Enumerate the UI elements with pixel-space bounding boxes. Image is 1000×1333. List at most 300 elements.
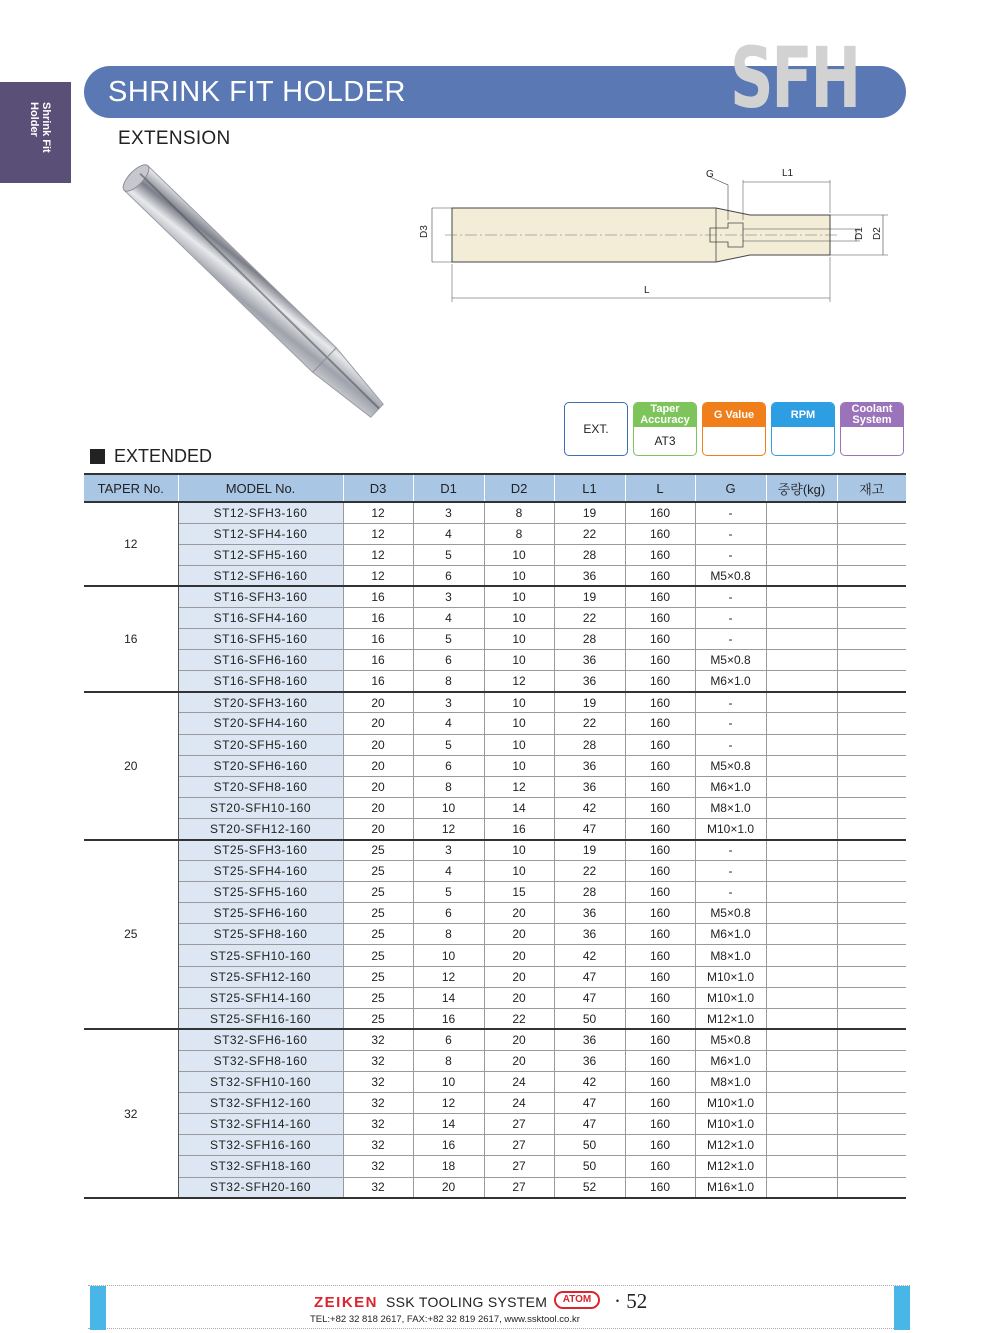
label-l: L — [644, 285, 650, 296]
table-row — [84, 987, 906, 1008]
table-cell — [837, 607, 906, 628]
table-cell: 32 — [343, 1029, 413, 1050]
table-row — [84, 966, 906, 987]
table-cell: 22 — [484, 1008, 554, 1029]
table-cell: 20 — [484, 945, 554, 966]
table-cell — [837, 924, 906, 945]
table-row — [84, 1050, 906, 1071]
table-cell: 10 — [484, 544, 554, 565]
column-header: 중량(kg) — [766, 474, 837, 502]
table-cell: 12 — [413, 1093, 484, 1114]
table-cell: 47 — [554, 966, 625, 987]
badge-label: Taper Accuracy — [634, 403, 696, 427]
table-cell: 20 — [343, 797, 413, 818]
brand-zeiken: ZEIKEN — [314, 1294, 379, 1311]
badge-3 — [771, 402, 835, 456]
square-bullet-icon — [90, 449, 105, 464]
table-cell: 14 — [484, 797, 554, 818]
table-row — [84, 755, 906, 776]
table-cell: 18 — [413, 1156, 484, 1177]
table-cell: 25 — [343, 945, 413, 966]
label-d3: D3 — [419, 225, 430, 238]
table-cell: M10×1.0 — [695, 818, 766, 839]
table-cell: 160 — [625, 776, 695, 797]
product-code: SFH — [730, 29, 860, 127]
table-cell: 10 — [484, 565, 554, 586]
table-cell — [837, 671, 906, 692]
badge-value: AT3 — [654, 434, 676, 448]
table-cell — [766, 1093, 837, 1114]
footer — [88, 1285, 910, 1329]
table-cell — [766, 1072, 837, 1093]
table-cell: M12×1.0 — [695, 1008, 766, 1029]
table-cell: 160 — [625, 586, 695, 607]
table-row — [84, 882, 906, 903]
table-cell — [837, 861, 906, 882]
table-cell: 36 — [554, 776, 625, 797]
table-cell: 160 — [625, 607, 695, 628]
table-cell — [766, 1008, 837, 1029]
model-cell: ST20-SFH10-160 — [178, 797, 343, 818]
table-cell — [837, 544, 906, 565]
table-cell: 10 — [484, 650, 554, 671]
table-cell: 22 — [554, 523, 625, 544]
table-cell: 20 — [343, 713, 413, 734]
table-cell: 6 — [413, 1029, 484, 1050]
table-cell — [766, 924, 837, 945]
table-cell: M5×0.8 — [695, 755, 766, 776]
table-cell: M10×1.0 — [695, 1114, 766, 1135]
table-cell: 10 — [484, 607, 554, 628]
table-row — [84, 650, 906, 671]
table-cell: 19 — [554, 586, 625, 607]
table-cell: 160 — [625, 544, 695, 565]
table-cell: 25 — [343, 882, 413, 903]
table-cell: 32 — [343, 1135, 413, 1156]
model-cell: ST20-SFH4-160 — [178, 713, 343, 734]
label-g: G — [706, 169, 714, 180]
table-cell — [837, 882, 906, 903]
table-cell — [837, 650, 906, 671]
model-cell: ST25-SFH16-160 — [178, 1008, 343, 1029]
table-row — [84, 1008, 906, 1029]
table-row — [84, 1135, 906, 1156]
table-cell: 42 — [554, 945, 625, 966]
model-cell: ST32-SFH6-160 — [178, 1029, 343, 1050]
model-cell: ST32-SFH10-160 — [178, 1072, 343, 1093]
table-cell: 12 — [484, 671, 554, 692]
table-cell — [837, 1050, 906, 1071]
section-title: EXTENDED — [114, 446, 213, 466]
table-cell: 6 — [413, 755, 484, 776]
table-cell — [766, 1135, 837, 1156]
badge-label: Coolant System — [841, 403, 903, 427]
model-cell: ST25-SFH10-160 — [178, 945, 343, 966]
table-cell: 8 — [413, 671, 484, 692]
table-cell — [837, 1177, 906, 1198]
table-cell — [837, 523, 906, 544]
table-cell — [766, 776, 837, 797]
table-cell — [766, 671, 837, 692]
table-cell: 160 — [625, 565, 695, 586]
table-cell: 50 — [554, 1008, 625, 1029]
table-cell: 36 — [554, 565, 625, 586]
model-cell: ST12-SFH5-160 — [178, 544, 343, 565]
table-cell: 22 — [554, 713, 625, 734]
table-cell: 24 — [484, 1093, 554, 1114]
table-cell: 160 — [625, 882, 695, 903]
table-cell: 24 — [484, 1072, 554, 1093]
badge-4 — [840, 402, 904, 456]
company-name: SSK TOOLING SYSTEM — [386, 1294, 548, 1310]
model-cell: ST20-SFH12-160 — [178, 818, 343, 839]
badge-0 — [564, 402, 628, 456]
table-cell: 12 — [343, 523, 413, 544]
table-cell — [837, 1114, 906, 1135]
dimension-diagram — [410, 160, 900, 310]
table-cell: 3 — [413, 502, 484, 523]
side-tab-label: Shrink Fit Holder — [28, 102, 52, 153]
table-cell: 47 — [554, 1093, 625, 1114]
table-cell: 160 — [625, 650, 695, 671]
table-cell: 160 — [625, 502, 695, 523]
table-cell: 10 — [413, 945, 484, 966]
table-cell: M5×0.8 — [695, 903, 766, 924]
table-cell: 160 — [625, 1050, 695, 1071]
table-cell: 160 — [625, 1135, 695, 1156]
table-cell: - — [695, 502, 766, 523]
table-cell: 160 — [625, 1029, 695, 1050]
table-cell: 8 — [484, 523, 554, 544]
table-cell: 19 — [554, 840, 625, 861]
table-cell — [766, 1114, 837, 1135]
table-cell: 10 — [484, 861, 554, 882]
table-cell: M12×1.0 — [695, 1135, 766, 1156]
table-cell: 32 — [343, 1177, 413, 1198]
table-cell: 12 — [413, 966, 484, 987]
table-cell: 22 — [554, 607, 625, 628]
table-cell: 25 — [343, 903, 413, 924]
table-cell: M12×1.0 — [695, 1156, 766, 1177]
table-cell: 4 — [413, 861, 484, 882]
table-cell: 160 — [625, 945, 695, 966]
model-cell: ST25-SFH12-160 — [178, 966, 343, 987]
table-row — [84, 861, 906, 882]
table-cell — [837, 818, 906, 839]
table-cell: 42 — [554, 797, 625, 818]
table-cell: 19 — [554, 502, 625, 523]
table-cell: 25 — [343, 924, 413, 945]
table-cell: 160 — [625, 966, 695, 987]
table-cell — [766, 945, 837, 966]
table-cell — [766, 882, 837, 903]
column-header: D3 — [343, 474, 413, 502]
table-cell — [837, 713, 906, 734]
table-cell: 25 — [343, 966, 413, 987]
table-cell: 6 — [413, 903, 484, 924]
page-title: SHRINK FIT HOLDER — [108, 76, 407, 108]
table-cell — [766, 629, 837, 650]
table-cell — [837, 776, 906, 797]
table-cell: - — [695, 882, 766, 903]
taper-cell: 12 — [84, 502, 178, 586]
table-cell — [766, 1177, 837, 1198]
table-cell — [766, 818, 837, 839]
table-cell: 160 — [625, 1177, 695, 1198]
table-cell: 8 — [413, 1050, 484, 1071]
table-cell: 16 — [343, 671, 413, 692]
model-cell: ST25-SFH6-160 — [178, 903, 343, 924]
table-cell — [837, 1008, 906, 1029]
taper-cell: 20 — [84, 692, 178, 840]
model-cell: ST16-SFH8-160 — [178, 671, 343, 692]
table-cell — [766, 755, 837, 776]
table-row — [84, 629, 906, 650]
table-cell: 20 — [484, 987, 554, 1008]
column-header: TAPER No. — [84, 474, 178, 502]
table-cell — [837, 966, 906, 987]
table-cell — [837, 840, 906, 861]
table-cell: 5 — [413, 544, 484, 565]
table-cell: 160 — [625, 797, 695, 818]
table-cell: 36 — [554, 1050, 625, 1071]
table-cell: 36 — [554, 1029, 625, 1050]
table-cell: - — [695, 861, 766, 882]
table-cell: - — [695, 713, 766, 734]
badge-2 — [702, 402, 766, 456]
table-cell: 3 — [413, 840, 484, 861]
table-cell: 25 — [343, 861, 413, 882]
table-row — [84, 692, 906, 713]
table-row — [84, 586, 906, 607]
model-cell: ST16-SFH4-160 — [178, 607, 343, 628]
table-cell: 160 — [625, 861, 695, 882]
table-row — [84, 776, 906, 797]
table-cell: 25 — [343, 840, 413, 861]
table-cell: 36 — [554, 671, 625, 692]
table-row — [84, 797, 906, 818]
model-cell: ST12-SFH6-160 — [178, 565, 343, 586]
table-cell: 12 — [413, 818, 484, 839]
badge-label: RPM — [772, 403, 834, 427]
table-row — [84, 1029, 906, 1050]
table-cell: M6×1.0 — [695, 1050, 766, 1071]
table-cell: 10 — [484, 734, 554, 755]
contact-info: TEL:+82 32 818 2617, FAX:+82 32 819 2617, www.ssktool.co.kr — [310, 1314, 580, 1325]
table-cell — [766, 1050, 837, 1071]
table-row — [84, 565, 906, 586]
table-cell: 5 — [413, 734, 484, 755]
model-cell: ST32-SFH20-160 — [178, 1177, 343, 1198]
column-header: D1 — [413, 474, 484, 502]
table-cell: 160 — [625, 1093, 695, 1114]
model-cell: ST32-SFH16-160 — [178, 1135, 343, 1156]
table-cell: 16 — [413, 1135, 484, 1156]
table-cell — [766, 966, 837, 987]
product-image — [118, 160, 458, 430]
table-cell: 8 — [413, 924, 484, 945]
page-subtitle: EXTENSION — [118, 128, 231, 149]
table-cell: 10 — [484, 692, 554, 713]
table-cell — [837, 945, 906, 966]
table-cell: - — [695, 544, 766, 565]
table-cell: 160 — [625, 903, 695, 924]
column-header: MODEL No. — [178, 474, 343, 502]
table-cell: 10 — [484, 629, 554, 650]
table-cell: 4 — [413, 607, 484, 628]
table-cell: 20 — [484, 966, 554, 987]
model-cell: ST20-SFH5-160 — [178, 734, 343, 755]
table-cell: 22 — [554, 861, 625, 882]
table-cell: 8 — [484, 502, 554, 523]
badge-value: EXT. — [583, 422, 609, 436]
table-cell: 16 — [343, 629, 413, 650]
badge-1 — [633, 402, 697, 456]
table-cell: 32 — [343, 1114, 413, 1135]
model-cell: ST25-SFH8-160 — [178, 924, 343, 945]
table-row — [84, 1072, 906, 1093]
table-row — [84, 903, 906, 924]
taper-cell: 25 — [84, 840, 178, 1030]
table-cell: 25 — [343, 1008, 413, 1029]
table-cell: 19 — [554, 692, 625, 713]
footer-bar-right — [894, 1286, 910, 1330]
footer-bar-left — [90, 1286, 106, 1330]
table-cell — [837, 1029, 906, 1050]
table-cell: M5×0.8 — [695, 1029, 766, 1050]
model-cell: ST16-SFH6-160 — [178, 650, 343, 671]
model-cell: ST32-SFH12-160 — [178, 1093, 343, 1114]
table-cell — [766, 713, 837, 734]
table-cell: M6×1.0 — [695, 924, 766, 945]
table-cell: 5 — [413, 882, 484, 903]
table-cell: 20 — [484, 1029, 554, 1050]
table-cell — [837, 1072, 906, 1093]
table-cell: 16 — [343, 607, 413, 628]
table-cell — [837, 903, 906, 924]
taper-cell: 16 — [84, 586, 178, 691]
table-cell: 6 — [413, 650, 484, 671]
table-cell — [766, 565, 837, 586]
section-heading — [90, 446, 212, 467]
model-cell: ST32-SFH8-160 — [178, 1050, 343, 1071]
table-header-row — [84, 474, 906, 502]
table-cell: 47 — [554, 818, 625, 839]
table-cell — [766, 692, 837, 713]
table-row — [84, 945, 906, 966]
brand-atom-logo: ATOM — [554, 1291, 600, 1309]
model-cell: ST25-SFH5-160 — [178, 882, 343, 903]
model-cell: ST20-SFH6-160 — [178, 755, 343, 776]
model-cell: ST20-SFH8-160 — [178, 776, 343, 797]
spec-table — [84, 473, 906, 1199]
table-cell: 160 — [625, 734, 695, 755]
table-cell — [766, 1029, 837, 1050]
table-row — [84, 1093, 906, 1114]
table-cell: M8×1.0 — [695, 945, 766, 966]
table-cell: 4 — [413, 523, 484, 544]
table-cell: 160 — [625, 629, 695, 650]
side-tab — [0, 82, 71, 183]
table-row — [84, 1114, 906, 1135]
table-cell: 28 — [554, 882, 625, 903]
table-cell: 20 — [343, 818, 413, 839]
model-cell: ST32-SFH18-160 — [178, 1156, 343, 1177]
table-row — [84, 734, 906, 755]
table-cell: 10 — [484, 755, 554, 776]
table-cell: 10 — [484, 840, 554, 861]
table-cell: 16 — [343, 586, 413, 607]
table-cell: 12 — [343, 565, 413, 586]
table-cell — [837, 797, 906, 818]
table-cell: 47 — [554, 987, 625, 1008]
table-cell — [766, 544, 837, 565]
model-cell: ST12-SFH4-160 — [178, 523, 343, 544]
table-cell: 27 — [484, 1135, 554, 1156]
table-cell: M6×1.0 — [695, 671, 766, 692]
table-cell — [837, 1135, 906, 1156]
table-cell: 12 — [484, 776, 554, 797]
model-cell: ST12-SFH3-160 — [178, 502, 343, 523]
table-cell: 12 — [343, 502, 413, 523]
table-cell: 160 — [625, 692, 695, 713]
table-cell: 10 — [413, 1072, 484, 1093]
table-cell: 5 — [413, 629, 484, 650]
table-cell: 4 — [413, 713, 484, 734]
table-cell — [837, 734, 906, 755]
model-cell: ST25-SFH14-160 — [178, 987, 343, 1008]
table-cell: 36 — [554, 903, 625, 924]
table-cell: 160 — [625, 671, 695, 692]
table-cell — [766, 650, 837, 671]
table-cell: 20 — [343, 734, 413, 755]
table-cell: 160 — [625, 987, 695, 1008]
table-cell: 36 — [554, 924, 625, 945]
table-cell — [837, 565, 906, 586]
table-cell: 27 — [484, 1114, 554, 1135]
table-cell: 12 — [343, 544, 413, 565]
table-cell: 160 — [625, 840, 695, 861]
table-cell — [766, 1156, 837, 1177]
table-cell: - — [695, 607, 766, 628]
table-cell: 10 — [484, 586, 554, 607]
taper-cell: 32 — [84, 1029, 178, 1198]
table-cell: 160 — [625, 1008, 695, 1029]
table-cell: 47 — [554, 1114, 625, 1135]
table-cell: 20 — [343, 776, 413, 797]
table-cell: M5×0.8 — [695, 650, 766, 671]
table-cell: M8×1.0 — [695, 797, 766, 818]
model-cell: ST32-SFH14-160 — [178, 1114, 343, 1135]
table-row — [84, 818, 906, 839]
table-cell: 3 — [413, 586, 484, 607]
table-cell — [766, 586, 837, 607]
column-header: 재고 — [837, 474, 906, 502]
table-cell — [837, 987, 906, 1008]
table-cell: 52 — [554, 1177, 625, 1198]
model-cell: ST20-SFH3-160 — [178, 692, 343, 713]
table-cell: 28 — [554, 544, 625, 565]
table-cell: 16 — [484, 818, 554, 839]
table-row — [84, 671, 906, 692]
table-row — [84, 502, 906, 523]
table-cell: - — [695, 523, 766, 544]
table-cell: 3 — [413, 692, 484, 713]
table-cell: M5×0.8 — [695, 565, 766, 586]
table-row — [84, 840, 906, 861]
column-header: G — [695, 474, 766, 502]
table-cell: 32 — [343, 1156, 413, 1177]
